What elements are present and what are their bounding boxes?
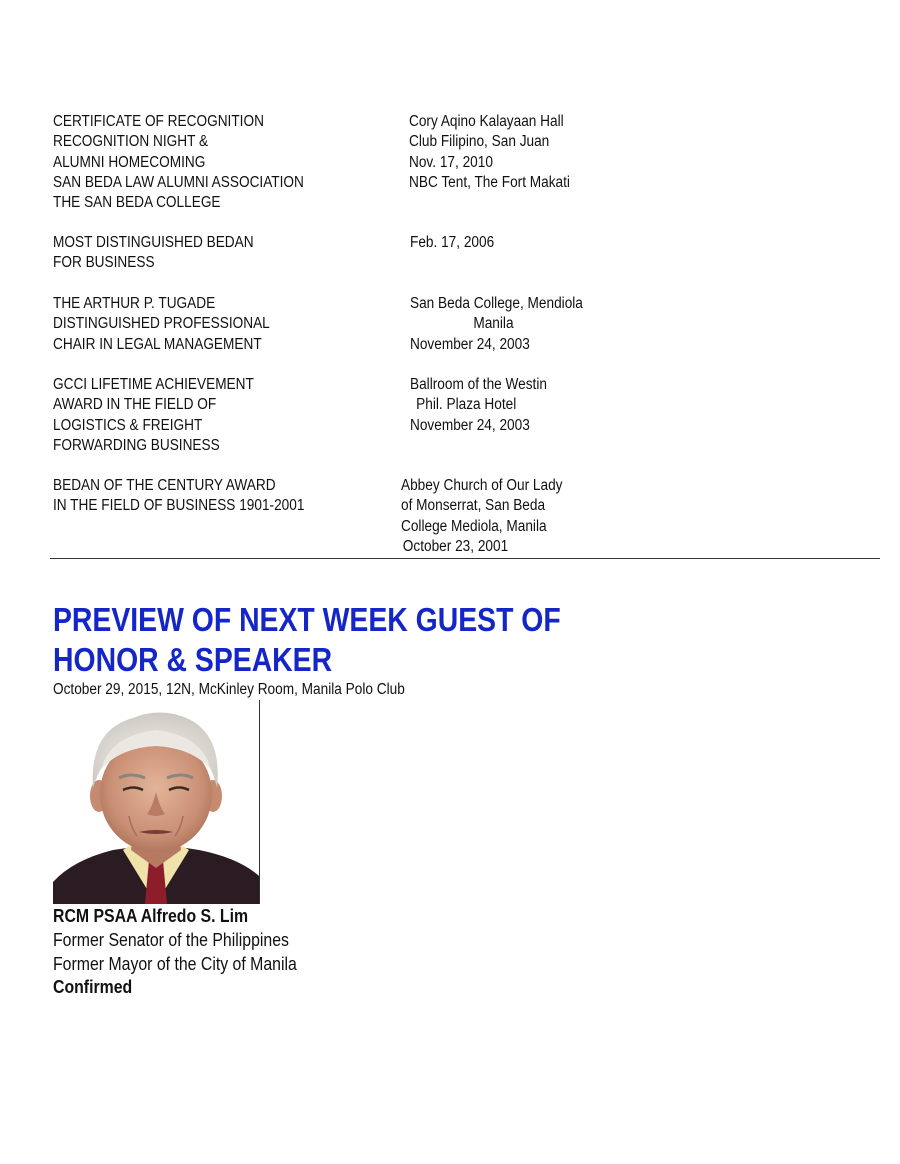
speaker-photo	[53, 700, 260, 904]
award-line: DISTINGUISHED PROFESSIONAL	[53, 315, 270, 333]
speaker-portrait-image	[53, 700, 259, 904]
speaker-title-mayor: Former Mayor of the City of Manila	[53, 953, 297, 974]
award-3-venue	[410, 294, 583, 355]
award-line: FOR BUSINESS	[53, 254, 155, 272]
award-line: CHAIR IN LEGAL MANAGEMENT	[53, 335, 262, 353]
award-line: CERTIFICATE OF RECOGNITION	[53, 113, 264, 130]
venue-line: Feb. 17, 2006	[410, 234, 495, 251]
venue-line: November 24, 2003	[410, 416, 530, 434]
award-line: THE SAN BEDA COLLEGE	[53, 194, 221, 212]
award-line: LOGISTICS & FREIGHT	[53, 416, 203, 434]
award-line: BEDAN OF THE CENTURY AWARD	[53, 477, 276, 494]
award-3-description	[53, 294, 270, 355]
award-5-description	[53, 476, 304, 517]
section-divider	[50, 558, 880, 559]
award-line: THE ARTHUR P. TUGADE	[53, 295, 216, 312]
award-line: SAN BEDA LAW ALUMNI ASSOCIATION	[53, 173, 304, 191]
speaker-name: RCM PSAA Alfredo S. Lim	[53, 906, 249, 926]
award-line: RECOGNITION NIGHT &	[53, 133, 209, 151]
venue-line: Cory Aqino Kalayaan Hall	[409, 113, 564, 130]
award-line: MOST DISTINGUISHED BEDAN	[53, 234, 254, 251]
award-5-venue	[401, 476, 563, 557]
speaker-status: Confirmed	[53, 977, 133, 998]
award-4-venue	[410, 375, 547, 436]
preview-heading-line-1: PREVIEW OF NEXT WEEK GUEST OF	[53, 601, 561, 638]
preview-heading	[53, 600, 561, 680]
venue-line: Phil. Plaza Hotel	[416, 396, 517, 414]
venue-line: San Beda College, Mendiola	[410, 295, 583, 312]
venue-line: NBC Tent, The Fort Makati	[409, 173, 570, 191]
speaker-title-senator: Former Senator of the Philippines	[53, 929, 289, 950]
award-4-description	[53, 375, 254, 456]
event-info: October 29, 2015, 12N, McKinley Room, Manila Polo Club	[53, 681, 405, 698]
venue-line: November 24, 2003	[410, 335, 530, 353]
venue-line: College Mediola, Manila	[401, 517, 547, 535]
venue-line: Ballroom of the Westin	[410, 376, 547, 393]
venue-line: Abbey Church of Our Lady	[401, 477, 563, 494]
award-line: ALUMNI HOMECOMING	[53, 153, 206, 171]
venue-line: Club Filipino, San Juan	[409, 133, 550, 151]
award-1-description	[53, 112, 304, 213]
venue-line: Nov. 17, 2010	[409, 153, 493, 171]
award-line: FORWARDING BUSINESS	[53, 436, 220, 454]
award-line: IN THE FIELD OF BUSINESS 1901-2001	[53, 497, 305, 515]
venue-line: October 23, 2001	[402, 537, 509, 555]
speaker-details	[53, 905, 297, 1000]
preview-heading-line-2: HONOR & SPEAKER	[53, 641, 333, 678]
award-line: AWARD IN THE FIELD OF	[53, 396, 217, 414]
award-2-venue	[410, 233, 494, 253]
venue-line: of Monserrat, San Beda	[401, 497, 546, 515]
award-line: GCCI LIFETIME ACHIEVEMENT	[53, 376, 254, 393]
award-2-description	[53, 233, 254, 274]
venue-line: Manila	[473, 315, 514, 333]
award-1-venue	[409, 112, 570, 193]
